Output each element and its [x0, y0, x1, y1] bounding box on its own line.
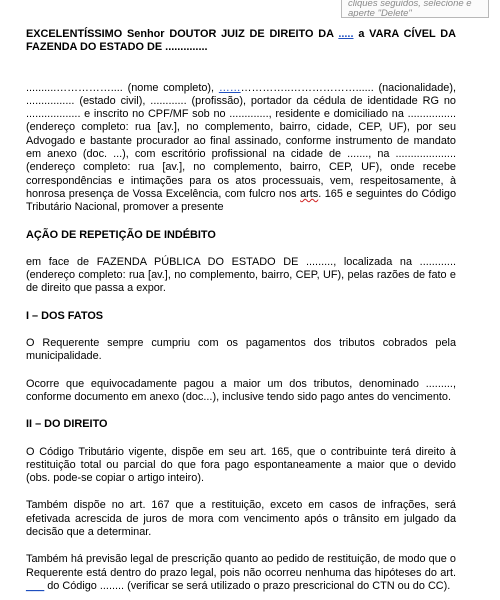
qualification-name: (nome completo),: [127, 81, 215, 94]
law-paragraph-1: O Código Tributário vigente, dispõe em seu art. 165, que o contribuinte terá direito à restituição total ou parcial do que fora pago espontaneamente a maior que o devido (obs. pode-se copiar o artigo inteiro).: [26, 445, 456, 485]
header-text-2: a VARA CÍVEL DA FAZENDA DO ESTADO DE ..............: [26, 28, 457, 54]
law-p3-start: Também há previsão legal de prescrição quanto ao pedido de restituição, de modo que o Requerente está dentro do prazo legal, pois não ocorreu nenhuma das hipóteses do art.: [26, 553, 456, 579]
section-facts-title: I – DOS FATOS: [26, 309, 104, 322]
facts-paragraph-2: Ocorre que equivocadamente pagou a maior um dos tributos, denominado ........., conforme documento em anexo (doc...), inclusive tendo sido pago antes do vencimento.: [26, 377, 456, 403]
law-p3-end: do Código ........ (verificar se será utilizado o prazo prescricional do CTN ou do CC).: [47, 579, 451, 592]
court-address-heading: [26, 28, 456, 55]
law-paragraph-2: Também dispõe no art. 167 que a restituição, exceto em casos de infrações, será efetivada acrescida de juros de mora com vencimento após o trânsito em julgado da decisão que a determinar.: [26, 499, 456, 539]
header-blank-field[interactable]: .....: [338, 28, 354, 40]
nationality-blank-field[interactable]: ……: [218, 81, 241, 94]
qualification-start: ..........……………....: [26, 81, 123, 94]
article-blank-field[interactable]: ___: [26, 579, 45, 592]
defendant-paragraph: em face de FAZENDA PÚBLICA DO ESTADO DE ........., localizada na ............ (endereço completo: rua [av.], no complemento, bairro, CEP, UF), pelas razões de fato e de direito que passa a expor.: [26, 255, 456, 295]
petition-document: [26, 28, 456, 593]
facts-paragraph-1: O Requerente sempre cumpriu com os pagamentos dos tributos cobrados pela municipalidade.: [26, 337, 456, 363]
section-law-title: II – DO DIREITO: [26, 418, 108, 431]
misspelled-word: arts: [300, 187, 319, 200]
law-paragraph-3: [26, 553, 456, 593]
action-title: AÇÃO DE REPETIÇÃO DE INDÉBITO: [26, 228, 216, 241]
header-text-1: EXCELENTÍSSIMO Senhor DOUTOR JUIZ DE DIREITO DA: [26, 28, 334, 40]
qualification-paragraph: [26, 82, 456, 215]
qualification-end: . 165 e seguintes do Código Tributário Nacional, promover a presente: [26, 187, 456, 214]
instruction-note: cliques seguidos, selecione e aperte "Delete": [341, 0, 489, 18]
qualification-body: …………..………………...... (nacionalidade), ................ (estado civil), ............ (profissão), portador da cédula de identidade RG no .................. e inscrito no CPF/MF sob no ............., residente e domiciliado na ................ (endereço completo: rua [av.], no complemento, bairro, cidade, CEP, UF), por seu Advogado e bastante procurador ao final assinado, conforme instrumento de mandato em anexo (doc. ...), com escritório profissional na cidade de ......., na .................... (endereço completo: rua [av.], no complemento, bairro, CEP, UF), onde recebe correspondências e intimações para os atos processuais, vem, respeitosamente, à honrosa presença de Vossa Excelência, com fulcro nos: [26, 81, 456, 200]
